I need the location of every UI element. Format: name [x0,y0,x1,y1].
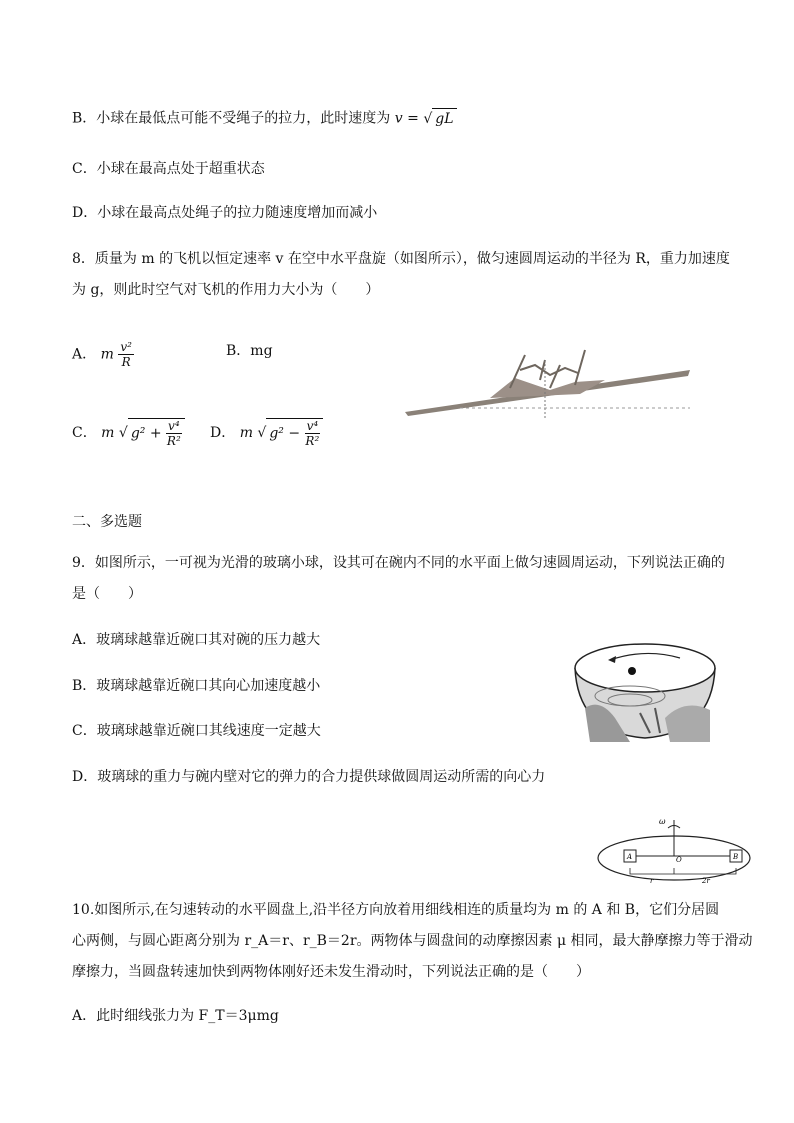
q10-option-a: A．此时细线张力为 F_T＝3μmg [72,1008,279,1024]
fig-o-label: O [676,856,682,864]
q10-stem-line2: 心两侧，与圆心距离分别为 r_A＝r、r_B＝2r。两物体与圆盘间的动摩擦因素 μ 相同，最大静摩擦力等于滑动 [72,933,753,949]
bowl-figure [570,638,720,742]
disk-figure [592,810,752,890]
q9-stem-line1: 9．如图所示，一可视为光滑的玻璃小球，设其可在碗内不同的水平面上做匀速圆周运动，下列说法正确的 [72,555,725,571]
q9-stem-line2: 是（ ） [72,586,142,602]
airplane-figure [400,340,700,420]
q8-option-a [72,340,134,369]
q8-option-d [210,418,323,448]
q7-option-d: D．小球在最高点处绳子的拉力随速度增加而减小 [72,205,378,221]
q8-option-c-label: C． [72,425,97,441]
q8-option-d-denominator: R² [305,434,320,448]
fig-omega-label: ω [659,817,666,826]
q8-option-d-numerator: v⁴ [306,419,319,433]
q9-option-c: C．玻璃球越靠近碗口其线速度一定越大 [72,723,321,739]
q8-option-c-denominator: R² [166,434,181,448]
q7-option-b-text: B．小球在最低点可能不受绳子的拉力，此时速度为 [72,110,391,127]
q8-option-d-label: D． [210,425,236,441]
section-title: 二、多选题 [72,514,142,530]
q8-option-c [72,418,185,448]
q9-option-b: B．玻璃球越靠近碗口其向心加速度越小 [72,678,321,694]
fig-2r-label: 2r [702,877,710,885]
q7-option-b-sqrt: √ gL [423,108,456,129]
q8-option-c-g2: g² + [130,425,162,442]
q8-option-d-sqrt: √ g² − $\frac{\text{v⁴}}{\text{R²}}$ [257,418,323,448]
q8-option-d-radicand [266,418,323,448]
q8-option-a-numerator: v² [120,340,132,354]
q8-option-c-radicand [128,418,185,448]
q8-option-a-label: A． [72,346,97,363]
q8-option-c-sqrt: √ g² + $\frac{\text{v⁴}}{\text{R²}}$ [119,418,185,448]
q7-option-b-radicand: gL [432,108,456,129]
q8-option-a-denominator: R [121,355,131,369]
q8-option-d-g2: g² − [269,425,301,442]
fig-b-label: B [733,853,739,861]
q8-option-c-m: m [101,425,115,441]
q8-option-a-fraction [118,340,134,369]
fig-a-label: A [627,853,633,861]
q8-option-d-m: m [239,425,253,441]
q7-option-b-eq: = [407,110,419,127]
q8-option-d-fraction [305,419,321,448]
q8-option-c-fraction [166,419,182,448]
q8-option-c-numerator: v⁴ [168,419,180,433]
q9-option-d: D．玻璃球的重力与碗内壁对它的弹力的合力提供球做圆周运动所需的向心力 [72,769,546,785]
q8-option-b: B．mg [226,343,273,359]
q7-option-b-var: v [394,110,403,127]
fig-r-label: r [650,877,654,885]
q9-option-a: A．玻璃球越靠近碗口其对碗的压力越大 [72,632,321,648]
q8-option-a-m: m [100,346,114,363]
q10-stem-line3: 摩擦力，当圆盘转速加快到两物体刚好还未发生滑动时，下列说法正确的是（ ） [72,964,590,980]
q7-option-c: C．小球在最高点处于超重状态 [72,161,265,177]
q8-stem-line1: 8．质量为 m 的飞机以恒定速率 v 在空中水平盘旋（如图所示），做匀速圆周运动的半径为 R，重力加速度 [72,251,730,267]
q10-stem-line1: 10.如图所示,在匀速转动的水平圆盘上,沿半径方向放着用细线相连的质量均为 m 的 A 和 B，它们分居圆 [72,902,720,918]
q8-stem-line2: 为 g，则此时空气对飞机的作用力大小为（ ） [72,282,380,298]
q7-option-b [72,108,457,129]
